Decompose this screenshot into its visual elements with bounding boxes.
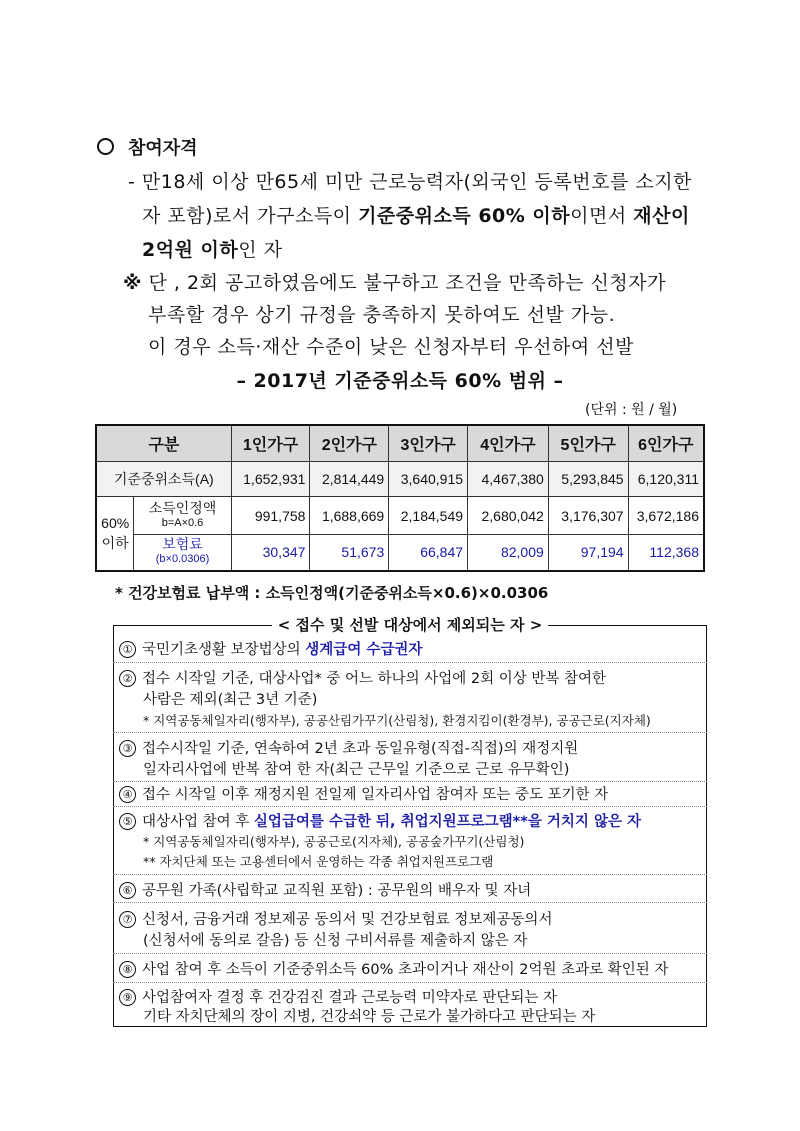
table-cell: 2,680,042 [468, 497, 549, 535]
exclusion-item-4: ④ 접수 시작일 이후 재정지원 전일제 일자리사업 참여자 또는 중도 포기한 자 [119, 783, 608, 804]
header-category: 구분 [96, 425, 231, 462]
exclusion-item-8: ⑧ 사업 참여 후 소득이 기준중위소득 60% 초과이거나 재산이 2억원 초과로 확인된 자 [119, 958, 668, 979]
divider [113, 806, 707, 807]
table-cell: 3,176,307 [548, 497, 628, 535]
divider [113, 662, 707, 663]
unit-label: (단위 : 원 / 월) [585, 402, 678, 418]
note-mark: ※ [123, 272, 142, 294]
table-cell: 30,347 [231, 535, 310, 571]
eligibility-line-3: 2억원 이하인 자 [142, 239, 283, 261]
eligibility-line-2: 자 포함)로서 가구소득이 기준중위소득 60% 이하이면서 재산이 [142, 205, 690, 227]
exclusion-item-7-cont: (신청서에 동의로 갈음) 등 신청 구비서류를 제출하지 않은 자 [143, 933, 528, 949]
table-cell: 6,120,311 [628, 462, 704, 497]
divider [113, 781, 707, 782]
divider [113, 902, 707, 903]
table-cell: 5,293,845 [548, 462, 628, 497]
note-line-1: ※ 단 , 2회 공고하였음에도 불구하고 조건을 만족하는 신청자가 [123, 272, 666, 294]
table-row-recognized-income [96, 497, 704, 535]
header-2person: 2인가구 [310, 425, 389, 462]
table-cell: 97,194 [548, 535, 628, 571]
header-4person: 4인가구 [468, 425, 549, 462]
row-label: 소득인정액 b=A×0.6 [134, 497, 231, 535]
note-line-3: 이 경우 소득·재산 수준이 낮은 신청자부터 우선하여 선발 [148, 336, 634, 358]
table-header-row [96, 425, 704, 462]
exclusion-item-3: ③ 접수시작일 기준, 연속하여 2년 초과 동일유형(직접-직접)의 재정지원 [119, 737, 578, 758]
eligibility-line-1: - 만18세 이상 만65세 미만 근로능력자(외국인 등록번호를 소지한 [128, 171, 692, 193]
group-label: 60% 이하 [96, 497, 134, 571]
circle-bullet-icon [97, 138, 114, 155]
table-row-median-income [96, 462, 704, 497]
row-label: 보험료 (b×0.0306) [134, 535, 231, 571]
income-table [95, 424, 705, 572]
exclusions-title: < 접수 및 선발 대상에서 제외되는 자 > [0, 614, 800, 635]
table-cell: 1,688,669 [310, 497, 389, 535]
table-cell: 82,009 [468, 535, 549, 571]
exclusion-item-9: ⑨ 사업참여자 결정 후 건강검진 결과 근로능력 미약자로 판단되는 자 [119, 986, 557, 1007]
exclusion-item-2: ② 접수 시작일 기준, 대상사업* 중 어느 하나의 사업에 2회 이상 반복 참여한 [119, 667, 606, 688]
table-cell: 3,672,186 [628, 497, 704, 535]
exclusion-item-1: ① 국민기초생활 보장법상의 생계급여 수급권자 [119, 638, 422, 659]
table-cell: 66,847 [389, 535, 468, 571]
table-cell: 112,368 [628, 535, 704, 571]
exclusion-item-5-note-1: * 지역공동체일자리(행자부), 공공근로(지자체), 공공숲가꾸기(산림청) [143, 834, 525, 849]
exclusion-item-2-note: * 지역공동체일자리(행자부), 공공산림가꾸기(산림청), 환경지킴이(환경부), 공공근로(지자체) [143, 713, 651, 728]
table-cell: 2,814,449 [310, 462, 389, 497]
table-cell: 51,673 [310, 535, 389, 571]
footnote: * 건강보험료 납부액 : 소득인정액(기준중위소득×0.6)×0.0306 [115, 584, 549, 602]
table-cell: 3,640,915 [389, 462, 468, 497]
table-cell: 4,467,380 [468, 462, 549, 497]
table-cell: 1,652,931 [231, 462, 310, 497]
header-5person: 5인가구 [548, 425, 628, 462]
table-row-premium [96, 535, 704, 571]
section-heading: 참여자격 [97, 134, 198, 160]
exclusion-item-5-note-2: ** 자치단체 또는 고용센터에서 운영하는 각종 취업지원프로그램 [143, 854, 494, 869]
exclusion-item-2-cont: 사람은 제외(최근 3년 기준) [143, 692, 318, 708]
table-cell: 991,758 [231, 497, 310, 535]
table-cell: 2,184,549 [389, 497, 468, 535]
exclusion-item-7: ⑦ 신청서, 금융거래 정보제공 동의서 및 건강보험료 정보제공동의서 [119, 908, 552, 929]
header-1person: 1인가구 [231, 425, 310, 462]
divider [113, 874, 707, 875]
exclusion-item-6: ⑥ 공무원 가족(사립학교 교직원 포함) : 공무원의 배우자 및 자녀 [119, 879, 531, 900]
note-line-2: 부족할 경우 상기 규정을 충족하지 못하여도 선발 가능. [148, 304, 616, 326]
header-3person: 3인가구 [389, 425, 468, 462]
divider [113, 953, 707, 954]
divider [113, 732, 707, 733]
header-6person: 6인가구 [628, 425, 704, 462]
table-title: – 2017년 기준중위소득 60% 범위 – [236, 370, 564, 392]
exclusion-item-9-cont: 기타 자치단체의 장이 지병, 건강쇠약 등 근로가 불가하다고 판단되는 자 [143, 1009, 596, 1025]
exclusion-item-5: ⑤ 대상사업 참여 후 실업급여를 수급한 뒤, 취업지원프로그램**을 거치지 않은 자 [119, 810, 641, 831]
row-label: 기준중위소득(A) [96, 462, 231, 497]
exclusion-item-3-cont: 일자리사업에 반복 참여 한 자(최근 근무일 기준으로 근로 유무확인) [143, 762, 570, 778]
divider [113, 982, 707, 983]
